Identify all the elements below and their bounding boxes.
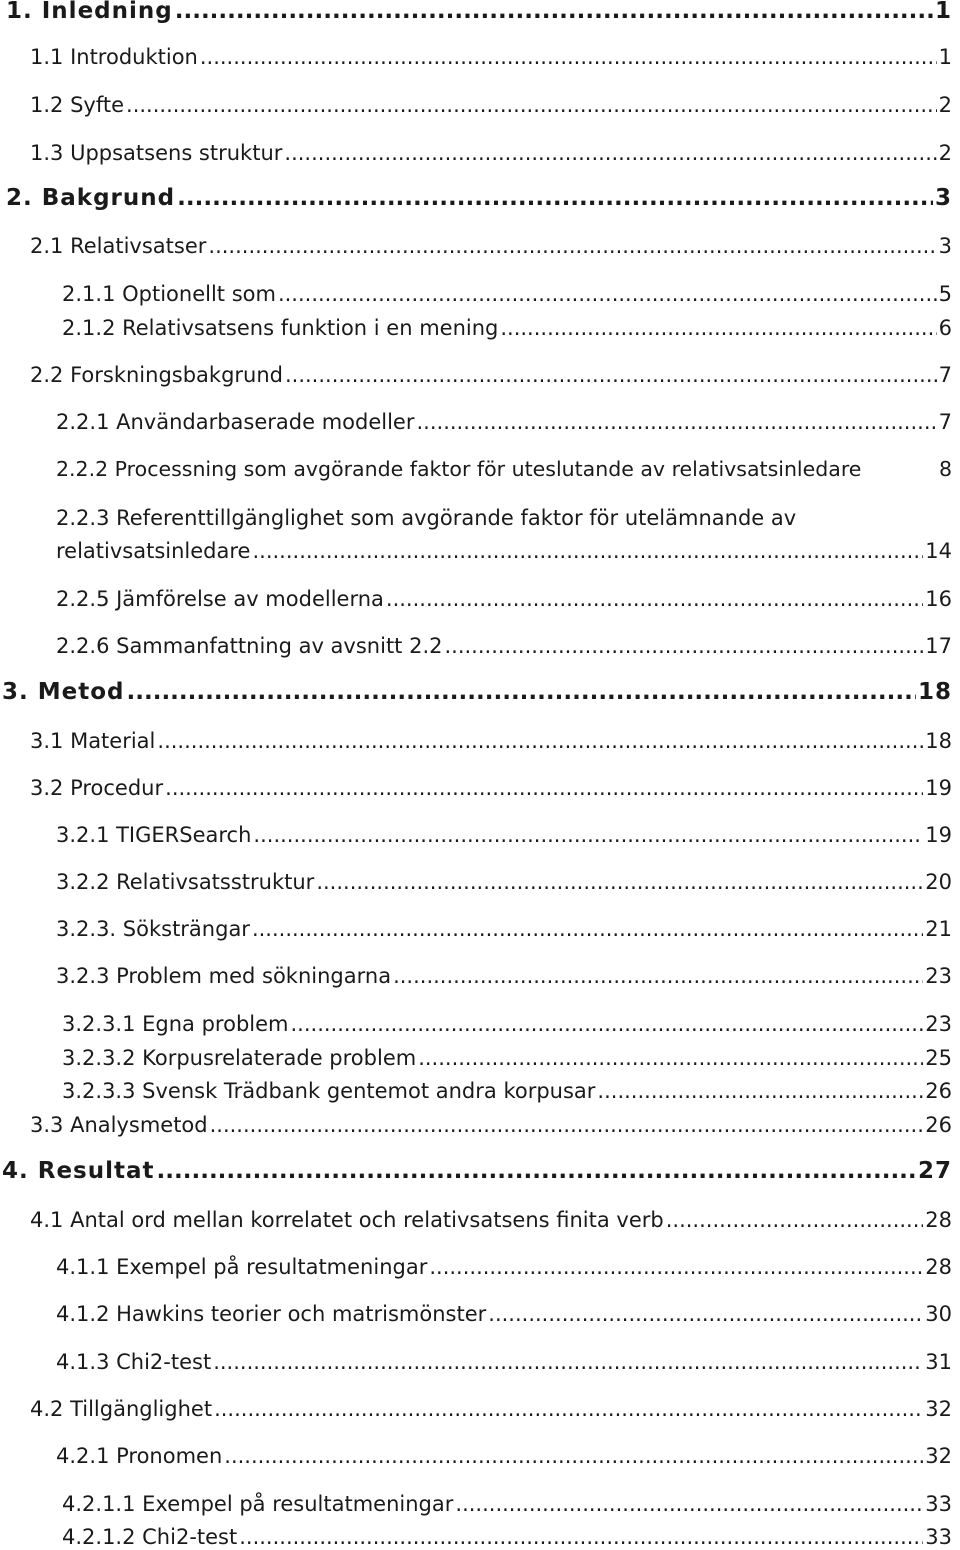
toc-entry-page: 16 [925,587,952,611]
dot-leader [429,1254,923,1280]
toc-entry-3-1[interactable] [30,728,952,754]
toc-entry-chapter-1[interactable] [6,0,952,24]
toc-entry-label: 4.2 Tillgänglighet [30,1397,213,1421]
dot-leader [208,233,936,259]
dot-leader [417,409,937,435]
toc-entry-3-3[interactable] [30,1112,952,1138]
toc-entry-label: 2.2.1 Användarbaserade modeller [56,410,415,434]
toc-entry-3-2[interactable] [30,775,952,801]
toc-entry-2-2-2[interactable] [56,456,952,482]
toc-entry-label: 3.2.3. Söksträngar [56,917,250,941]
toc-entry-3-2-3a[interactable] [56,916,952,942]
toc-entry-2-2-6[interactable] [56,633,952,659]
toc-entry-page: 8 [938,457,952,481]
toc-entry-3-2-3b[interactable] [56,963,952,989]
toc-entry-label: 4.1 Antal ord mellan korrelatet och relativsatsens finita verb [30,1208,664,1232]
toc-entry-page: 3 [938,234,952,258]
toc-entry-label: 1. Inledning [6,0,173,24]
toc-entry-label: 3. Metod [2,679,125,705]
toc-entry-label: 3.2.3.3 Svensk Trädbank gentemot andra korpusar [62,1079,596,1103]
dot-leader [177,185,933,211]
dot-leader [127,679,916,705]
toc-entry-page: 27 [917,1158,952,1184]
toc-entry-label: 3.2.3 Problem med sökningarna [56,964,392,988]
toc-entry-label: 1.1 Introduktion [30,45,198,69]
toc-entry-4-1-1[interactable] [56,1254,952,1280]
toc-entry-2-2[interactable] [30,362,952,388]
dot-leader [291,1011,924,1037]
dot-leader [455,1491,923,1517]
toc-entry-page: 14 [925,539,952,563]
toc-entry-page: 3 [934,185,952,211]
toc-entry-label: 2.1.2 Relativsatsens funktion i en mening [62,316,499,340]
dot-leader [253,822,923,848]
dot-leader [200,44,937,70]
dot-leader [252,916,923,942]
toc-entry-label: 3.2 Procedur [30,776,164,800]
toc-entry-2-2-5[interactable] [56,586,952,612]
dot-leader [500,315,936,341]
toc-entry-page: 7 [938,410,952,434]
dot-leader [210,1112,924,1138]
toc-entry-4-2-1-1[interactable] [62,1491,952,1517]
toc-entry-3-2-3-1[interactable] [62,1011,952,1037]
toc-entry-2-2-1[interactable] [56,409,952,435]
toc-entry-page: 2 [938,141,952,165]
toc-entry-2-1-2[interactable] [62,315,952,341]
toc-entry-chapter-2[interactable] [6,185,952,211]
toc-entry-page: 18 [917,679,952,705]
toc-entry-label: 2.2.6 Sammanfattning av avsnitt 2.2 [56,634,443,658]
toc-entry-page: 7 [938,363,952,387]
toc-entry-4-2-1[interactable] [56,1443,952,1469]
toc-entry-page: 2 [938,93,952,117]
toc-entry-page: 28 [925,1255,952,1279]
toc-entry-3-2-1[interactable] [56,822,952,848]
toc-entry-3-2-3-2[interactable] [62,1045,952,1071]
toc-entry-page: 21 [925,917,952,941]
toc-entry-label: 2.2.5 Jämförelse av modellerna [56,587,384,611]
toc-entry-1-3[interactable] [30,140,952,166]
toc-entry-page: 30 [925,1302,952,1326]
toc-entry-page: 23 [925,964,952,988]
toc-entry-label: 4.2.1 Pronomen [56,1444,223,1468]
dot-leader [157,1158,916,1184]
toc-entry-label: 1.2 Syfte [30,93,125,117]
toc-entry-chapter-4[interactable] [2,1158,952,1184]
dot-leader [165,775,923,801]
toc-entry-page: 1 [938,45,952,69]
dot-leader [278,281,937,307]
toc-entry-page: 17 [925,634,952,658]
dot-leader [213,1349,923,1375]
toc-entry-label: 4.1.1 Exempel på resultatmeningar [56,1255,428,1279]
dot-leader [239,1524,923,1550]
toc-entry-label: 3.2.3.1 Egna problem [62,1012,289,1036]
dot-leader [444,633,923,659]
toc-entry-4-1-2[interactable] [56,1301,952,1327]
toc-entry-page: 1 [934,0,952,24]
toc-entry-label: 4. Resultat [2,1158,155,1184]
dot-leader [386,586,923,612]
toc-entry-page: 26 [925,1113,952,1137]
toc-entry-page: 25 [925,1046,952,1070]
toc-entry-label: 4.1.3 Chi2-test [56,1350,212,1374]
toc-entry-4-1[interactable] [30,1207,952,1233]
toc-entry-page: 18 [925,729,952,753]
toc-entry-label: 3.3 Analysmetod [30,1113,208,1137]
dot-leader [126,92,937,118]
toc-entry-4-1-3[interactable] [56,1349,952,1375]
toc-entry-label: relativsatsinledare [56,539,251,563]
dot-leader [316,869,923,895]
toc-entry-3-2-2[interactable] [56,869,952,895]
toc-entry-label: 4.2.1.1 Exempel på resultatmeningar [62,1492,454,1516]
dot-leader [224,1443,923,1469]
toc-entry-2-2-3-continued[interactable] [56,538,952,564]
toc-entry-label: 3.2.3.2 Korpusrelaterade problem [62,1046,417,1070]
dot-leader [393,963,923,989]
toc-entry-2-1-1[interactable] [62,281,952,307]
toc-entry-label: 1.3 Uppsatsens struktur [30,141,283,165]
dot-leader [252,538,923,564]
toc-entry-1-2[interactable] [30,92,952,118]
toc-entry-page: 5 [938,282,952,306]
dot-leader [666,1207,924,1233]
toc-entry-label: 2.1.1 Optionellt som [62,282,276,306]
toc-entry-page: 33 [925,1492,952,1516]
toc-entry-page: 19 [925,776,952,800]
dot-leader [175,0,933,24]
dot-leader [597,1078,923,1104]
toc-entry-label: 4.1.2 Hawkins teorier och matrismönster [56,1302,487,1326]
dot-leader [418,1045,923,1071]
toc-entry-page: 32 [925,1397,952,1421]
toc-entry-label: 2.2 Forskningsbakgrund [30,363,283,387]
toc-entry-label: 3.2.1 TIGERSearch [56,823,252,847]
toc-entry-4-2-1-2[interactable] [62,1524,952,1550]
toc-entry-page: 31 [925,1350,952,1374]
toc-entry-page: 19 [925,823,952,847]
dot-leader [284,140,936,166]
dot-leader [285,362,937,388]
toc-entry-2-2-3[interactable] [56,505,952,531]
toc-entry-label: 3.2.2 Relativsatsstruktur [56,870,315,894]
toc-entry-label: 2.1 Relativsatser [30,234,207,258]
toc-entry-label: 4.2.1.2 Chi2-test [62,1525,238,1549]
toc-entry-4-2[interactable] [30,1396,952,1422]
toc-entry-1-1[interactable] [30,44,952,70]
toc-entry-page: 32 [925,1444,952,1468]
toc-entry-label: 2.2.3 Referenttillgänglighet som avgörande faktor för utelämnande av [56,506,797,530]
dot-leader [488,1301,923,1327]
toc-entry-page: 23 [925,1012,952,1036]
toc-entry-2-1[interactable] [30,233,952,259]
toc-entry-page: 33 [925,1525,952,1549]
toc-entry-label: 2.2.2 Processning som avgörande faktor för uteslutande av relativsatsinledare [56,457,862,481]
toc-entry-page: 26 [925,1079,952,1103]
dot-leader [157,728,923,754]
toc-entry-chapter-3[interactable] [2,679,952,705]
toc-entry-page: 6 [938,316,952,340]
toc-entry-label: 2. Bakgrund [6,185,176,211]
dot-leader [214,1396,923,1422]
toc-entry-page: 20 [925,870,952,894]
toc-entry-3-2-3-3[interactable] [62,1078,952,1104]
toc-entry-label: 3.1 Material [30,729,156,753]
toc-entry-page: 28 [925,1208,952,1232]
